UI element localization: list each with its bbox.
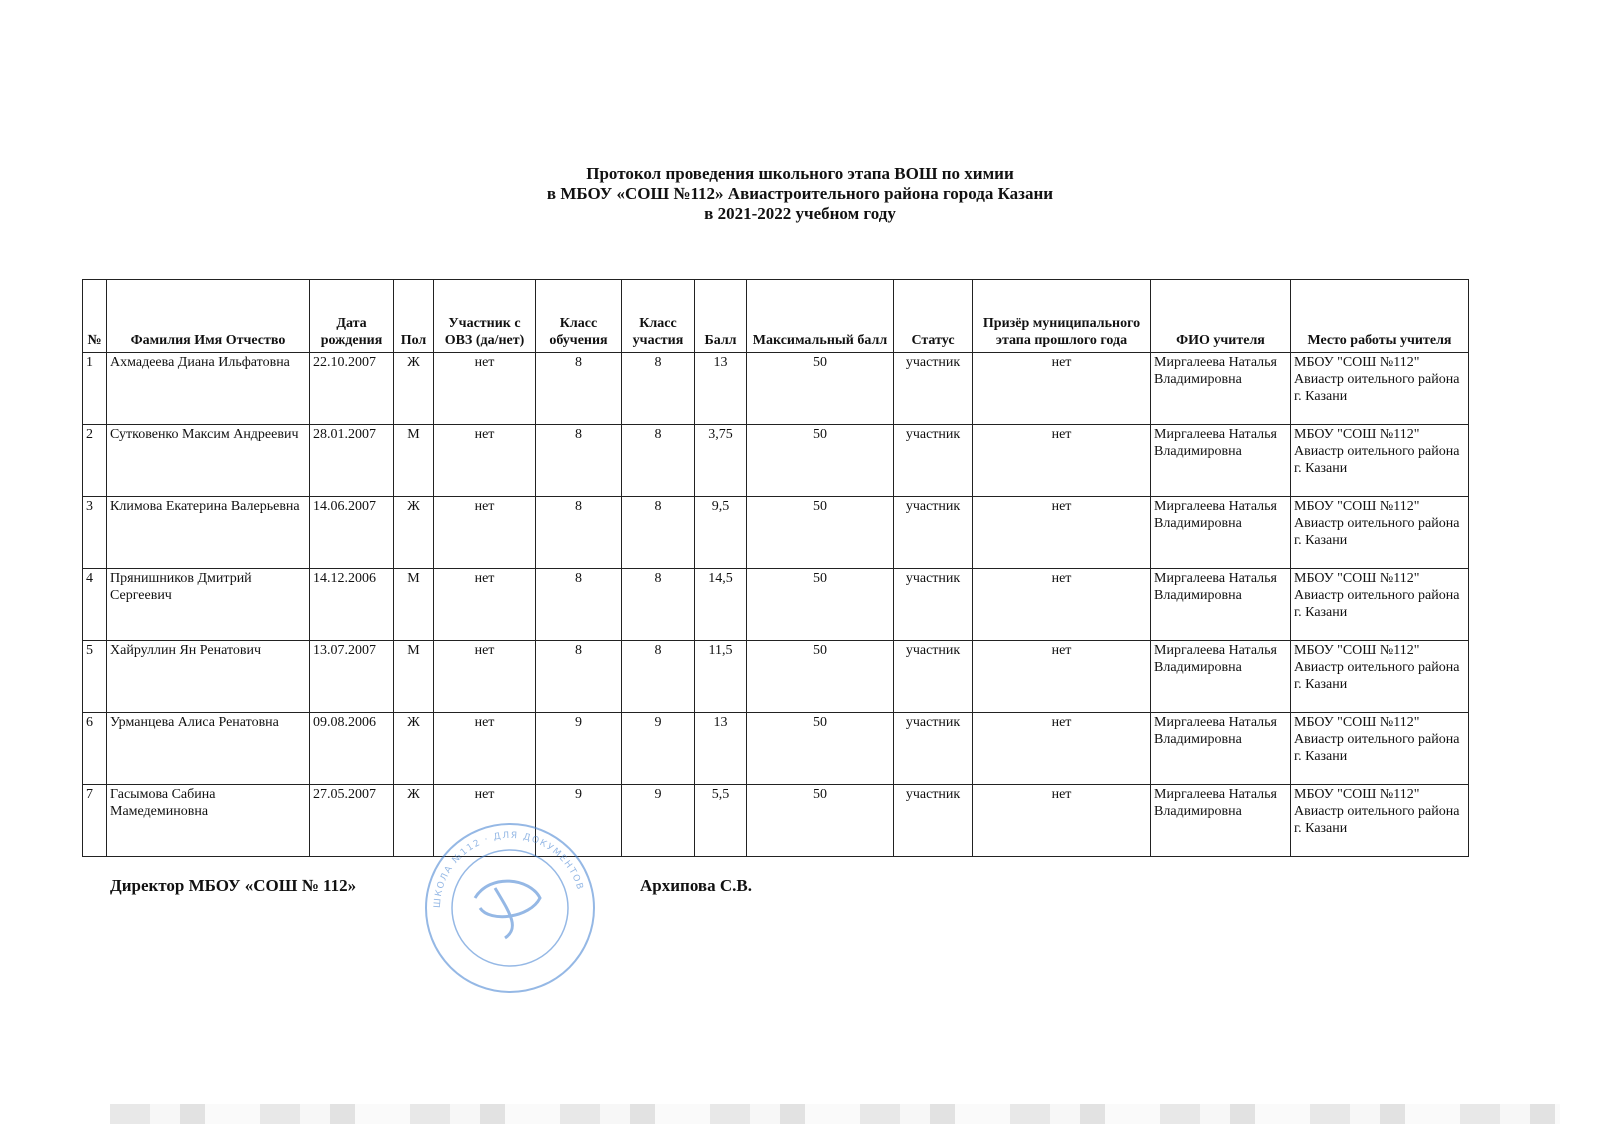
header-cell: ФИО учителя — [1151, 280, 1291, 353]
cell-ovz: нет — [434, 713, 536, 785]
cell-birth-date: 14.06.2007 — [310, 497, 394, 569]
cell-full-name: Урманцева Алиса Ренатовна — [107, 713, 310, 785]
cell-ovz: нет — [434, 569, 536, 641]
cell-number: 1 — [83, 353, 107, 425]
table-row — [83, 785, 1469, 857]
cell-sex: М — [394, 425, 434, 497]
table-row — [83, 425, 1469, 497]
cell-teacher: Миргалеева Наталья Владимировна — [1151, 785, 1291, 857]
cell-score: 13 — [695, 713, 747, 785]
cell-birth-date: 27.05.2007 — [310, 785, 394, 857]
cell-number: 7 — [83, 785, 107, 857]
cell-workplace: МБОУ "СОШ №112" Авиастр оительного района г. Казани — [1291, 497, 1469, 569]
cell-number: 2 — [83, 425, 107, 497]
cell-number: 5 — [83, 641, 107, 713]
cell-class-participation: 8 — [622, 497, 695, 569]
cell-status: участник — [894, 713, 973, 785]
cell-teacher: Миргалеева Наталья Владимировна — [1151, 641, 1291, 713]
cell-prizewinner: нет — [973, 353, 1151, 425]
cell-class-participation: 9 — [622, 713, 695, 785]
cell-prizewinner: нет — [973, 641, 1151, 713]
header-cell: Класс участия — [622, 280, 695, 353]
results-table — [82, 279, 1469, 857]
director-label: Директор МБОУ «СОШ № 112» — [110, 876, 357, 895]
cell-workplace: МБОУ "СОШ №112" Авиастр оительного района г. Казани — [1291, 569, 1469, 641]
table-row — [83, 569, 1469, 641]
scan-artifact — [110, 1104, 1560, 1124]
header-cell: Участник с ОВЗ (да/нет) — [434, 280, 536, 353]
cell-status: участник — [894, 497, 973, 569]
title-line-2: в МБОУ «СОШ №112» Авиастроительного района города Казани — [546, 184, 1054, 203]
cell-full-name: Прянишников Дмитрий Сергеевич — [107, 569, 310, 641]
cell-workplace: МБОУ "СОШ №112" Авиастр оительного района г. Казани — [1291, 425, 1469, 497]
cell-max-score: 50 — [747, 713, 894, 785]
table-row — [83, 641, 1469, 713]
cell-teacher: Миргалеева Наталья Владимировна — [1151, 569, 1291, 641]
table-row — [83, 353, 1469, 425]
cell-number: 3 — [83, 497, 107, 569]
cell-birth-date: 09.08.2006 — [310, 713, 394, 785]
director-name: Архипова С.В. — [640, 876, 752, 895]
cell-score: 13 — [695, 353, 747, 425]
cell-status: участник — [894, 641, 973, 713]
header-cell: Фамилия Имя Отчество — [107, 280, 310, 353]
cell-max-score: 50 — [747, 425, 894, 497]
cell-max-score: 50 — [747, 785, 894, 857]
cell-workplace: МБОУ "СОШ №112" Авиастр оительного района г. Казани — [1291, 785, 1469, 857]
cell-sex: Ж — [394, 713, 434, 785]
cell-score: 5,5 — [695, 785, 747, 857]
cell-max-score: 50 — [747, 497, 894, 569]
cell-status: участник — [894, 353, 973, 425]
header-cell: № — [83, 280, 107, 353]
cell-class-participation: 8 — [622, 569, 695, 641]
cell-class-participation: 8 — [622, 353, 695, 425]
cell-number: 6 — [83, 713, 107, 785]
cell-teacher: Миргалеева Наталья Владимировна — [1151, 497, 1291, 569]
cell-prizewinner: нет — [973, 713, 1151, 785]
table-row — [83, 497, 1469, 569]
cell-workplace: МБОУ "СОШ №112" Авиастр оительного района г. Казани — [1291, 713, 1469, 785]
cell-full-name: Ахмадеева Диана Ильфатовна — [107, 353, 310, 425]
header-cell: Максимальный балл — [747, 280, 894, 353]
cell-teacher: Миргалеева Наталья Владимировна — [1151, 425, 1291, 497]
cell-class-study: 8 — [536, 425, 622, 497]
header-cell: Балл — [695, 280, 747, 353]
cell-sex: Ж — [394, 785, 434, 857]
cell-status: участник — [894, 785, 973, 857]
cell-prizewinner: нет — [973, 425, 1151, 497]
cell-workplace: МБОУ "СОШ №112" Авиастр оительного района г. Казани — [1291, 353, 1469, 425]
title-line-3: в 2021-2022 учебном году — [704, 204, 896, 223]
cell-class-participation: 8 — [622, 641, 695, 713]
cell-sex: М — [394, 569, 434, 641]
cell-ovz: нет — [434, 497, 536, 569]
cell-birth-date: 13.07.2007 — [310, 641, 394, 713]
header-cell: Дата рождения — [310, 280, 394, 353]
cell-sex: Ж — [394, 497, 434, 569]
cell-ovz: нет — [434, 425, 536, 497]
cell-class-participation: 8 — [622, 425, 695, 497]
header-cell: Класс обучения — [536, 280, 622, 353]
cell-prizewinner: нет — [973, 785, 1151, 857]
cell-class-participation: 9 — [622, 785, 695, 857]
cell-full-name: Хайруллин Ян Ренатович — [107, 641, 310, 713]
cell-ovz: нет — [434, 785, 536, 857]
cell-max-score: 50 — [747, 569, 894, 641]
cell-ovz: нет — [434, 353, 536, 425]
cell-birth-date: 28.01.2007 — [310, 425, 394, 497]
title-line-1: Протокол проведения школьного этапа ВОШ по химии — [586, 164, 1014, 183]
cell-class-study: 8 — [536, 569, 622, 641]
cell-class-study: 8 — [536, 497, 622, 569]
cell-birth-date: 14.12.2006 — [310, 569, 394, 641]
stamp-text: ШКОЛА №112 · ДЛЯ ДОКУМЕНТОВ — [432, 830, 585, 909]
header-cell: Пол — [394, 280, 434, 353]
cell-score: 11,5 — [695, 641, 747, 713]
cell-sex: Ж — [394, 353, 434, 425]
cell-full-name: Климова Екатерина Валерьевна — [107, 497, 310, 569]
cell-class-study: 8 — [536, 353, 622, 425]
header-cell: Место работы учителя — [1291, 280, 1469, 353]
table-header-row — [83, 280, 1469, 353]
cell-class-study: 8 — [536, 641, 622, 713]
cell-teacher: Миргалеева Наталья Владимировна — [1151, 713, 1291, 785]
cell-max-score: 50 — [747, 353, 894, 425]
cell-prizewinner: нет — [973, 569, 1151, 641]
cell-status: участник — [894, 425, 973, 497]
cell-score: 14,5 — [695, 569, 747, 641]
cell-sex: М — [394, 641, 434, 713]
cell-ovz: нет — [434, 641, 536, 713]
cell-score: 3,75 — [695, 425, 747, 497]
cell-teacher: Миргалеева Наталья Владимировна — [1151, 353, 1291, 425]
school-stamp — [420, 818, 600, 998]
cell-number: 4 — [83, 569, 107, 641]
cell-score: 9,5 — [695, 497, 747, 569]
cell-birth-date: 22.10.2007 — [310, 353, 394, 425]
header-cell: Призёр муниципального этапа прошлого года — [973, 280, 1151, 353]
cell-workplace: МБОУ "СОШ №112" Авиастр оительного района г. Казани — [1291, 641, 1469, 713]
cell-max-score: 50 — [747, 641, 894, 713]
header-cell: Статус — [894, 280, 973, 353]
table-row — [83, 713, 1469, 785]
cell-full-name: Сутковенко Максим Андреевич — [107, 425, 310, 497]
document-title — [0, 164, 1600, 224]
cell-class-study: 9 — [536, 785, 622, 857]
cell-full-name: Гасымова Сабина Мамедеминовна — [107, 785, 310, 857]
cell-status: участник — [894, 569, 973, 641]
cell-class-study: 9 — [536, 713, 622, 785]
cell-prizewinner: нет — [973, 497, 1151, 569]
